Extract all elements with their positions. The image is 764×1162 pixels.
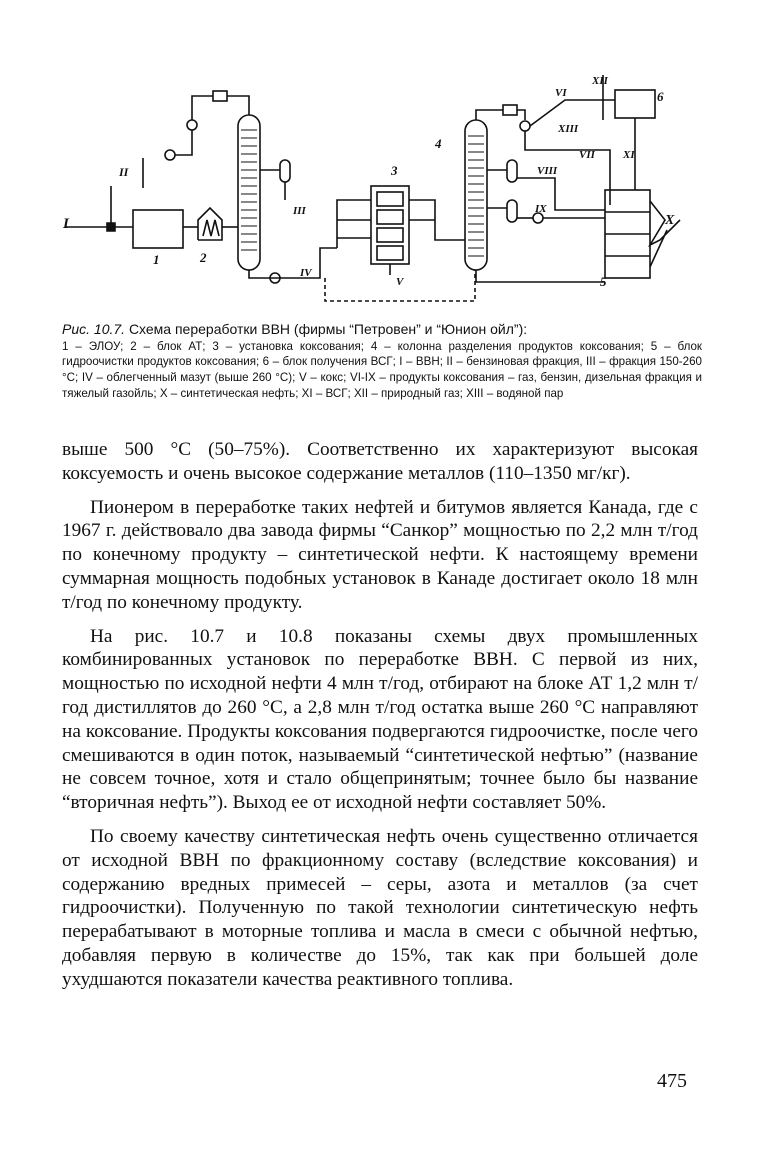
- paragraph: Пионером в переработке таких нефтей и битумов является Канада, где с 1967 г. действовало два завода фирмы “Санкор” мощностью по 2,2 млн т/год по конечному продукту – синтетической нефти. К настоящему времени суммарная мощность подобных установок в Канаде достигает около 18 млн т/год по конечному продукту.: [62, 496, 698, 613]
- condensate-line: [517, 110, 525, 120]
- column-trays: [468, 136, 484, 256]
- unit-label-3: 3: [391, 163, 398, 178]
- coke-drum: [377, 246, 403, 260]
- overhead-line: [476, 110, 503, 120]
- unit-label-2: 2: [200, 250, 207, 265]
- condensate-line: [192, 96, 213, 120]
- column-trays: [241, 130, 257, 250]
- body-text: [62, 438, 698, 1002]
- caption-title: Схема переработки ВВН (фирмы “Петровен” и “Юнион ойл”):: [128, 321, 528, 337]
- caption-heading: [62, 322, 702, 338]
- stream-label-XI: XI: [623, 149, 635, 161]
- furnace-coil: [203, 220, 219, 236]
- stream-label-III: III: [293, 205, 306, 217]
- caption-legend: 1 – ЭЛОУ; 2 – блок АТ; 3 – установка коксования; 4 – колонна разделения продуктов коксования; 5 – блок гидроочистки продуктов коксования; 6 – блок получения ВСГ; I – ВВН; II – бензиновая фракция, III – фракция 150-260 °С; IV – облегченный мазут (выше 260 °С); V – кокс; VI-IX – продукты коксования – газ, бензин, дизельная фракция и тяжелый газойль; X – синтетическая нефть; XI – ВСГ; XII – природный газ; XIII – водяной пар: [62, 339, 702, 400]
- bottoms-line: [476, 270, 605, 282]
- page-number: 475: [657, 1070, 687, 1092]
- stream-label-VI: VI: [555, 87, 567, 99]
- coke-drum: [377, 228, 403, 242]
- stream-label-XIII: XIII: [558, 123, 579, 135]
- side-stripper-icon: [507, 160, 517, 182]
- unit-1-box: [133, 210, 183, 248]
- stream-label-IX: IX: [535, 203, 547, 215]
- stream-label-X: X: [665, 213, 675, 228]
- valve-icon: [107, 223, 115, 231]
- unit-label-4: 4: [435, 136, 442, 151]
- stream-label-VIII: VIII: [537, 165, 558, 177]
- unit-label-1: 1: [153, 252, 160, 267]
- side-stripper-icon: [280, 160, 290, 182]
- feed-to-coker: [337, 200, 371, 248]
- unit-6-box: [615, 90, 655, 118]
- paragraph: выше 500 °С (50–75%). Соответственно их характеризуют высокая коксуемость и очень высокое содержание металлов (110–1350 мг/кг).: [62, 439, 698, 484]
- stream-label-II: II: [119, 165, 129, 179]
- stream-label-XII: XII: [592, 75, 608, 87]
- side-stripper-icon: [507, 200, 517, 222]
- paragraph: По своему качеству синтетическая нефть очень существенно отличается от исходной ВВН по фракционному составу (вследствие коксования) и содержанию вредных примесей – серы, азота и металлов (за счет гидроочистки). Полученную по такой технологии синтетическую нефть перерабатывают в моторные топлива и масла в смеси с обычной нефтью, добавляя первую в количестве до 15%, так как при большей доле ухудшаются показатели качества реактивного топлива.: [62, 825, 698, 990]
- stream-label-V: V: [396, 276, 404, 288]
- figure-caption: [62, 322, 702, 402]
- stream-X-line: [650, 230, 667, 267]
- unit-label-6: 6: [657, 89, 664, 104]
- stream-label-VII: VII: [579, 149, 595, 161]
- stream-label-I: I: [63, 216, 69, 232]
- overhead-line: [227, 96, 249, 115]
- stream-label-IV: IV: [300, 267, 312, 279]
- coke-drum: [377, 210, 403, 224]
- stream-VIII-line: [517, 178, 605, 210]
- condenser-icon: [503, 105, 517, 115]
- unit-label-5: 5: [600, 274, 607, 289]
- caption-label: Рис. 10.7.: [62, 321, 126, 337]
- receiver-icon: [520, 121, 530, 131]
- process-flow-diagram: [55, 60, 705, 315]
- receiver-icon: [187, 120, 197, 130]
- condenser-icon: [213, 91, 227, 101]
- pump-icon: [165, 150, 175, 160]
- coke-drum: [377, 192, 403, 206]
- paragraph: На рис. 10.7 и 10.8 показаны схемы двух промышленных комбинированных установок по переработке ВВН. С первой из них, мощностью по исходной нефти 4 млн т/год, отбирают на блоке АТ 1,2 млн т/год дистиллятов до 260 °С, а 2,8 млн т/год остатка выше 260 °С направляют на коксование. Продукты коксования подвергаются гидроочистке, после чего смешиваются в один поток, называемый “синтетической нефтью” (название не совсем точное, хотя и стало общепринятым; точнее было бы название “вторичная нефть”). Выход ее от исходной нефти составляет 50%.: [62, 625, 698, 814]
- reflux-line: [175, 130, 192, 155]
